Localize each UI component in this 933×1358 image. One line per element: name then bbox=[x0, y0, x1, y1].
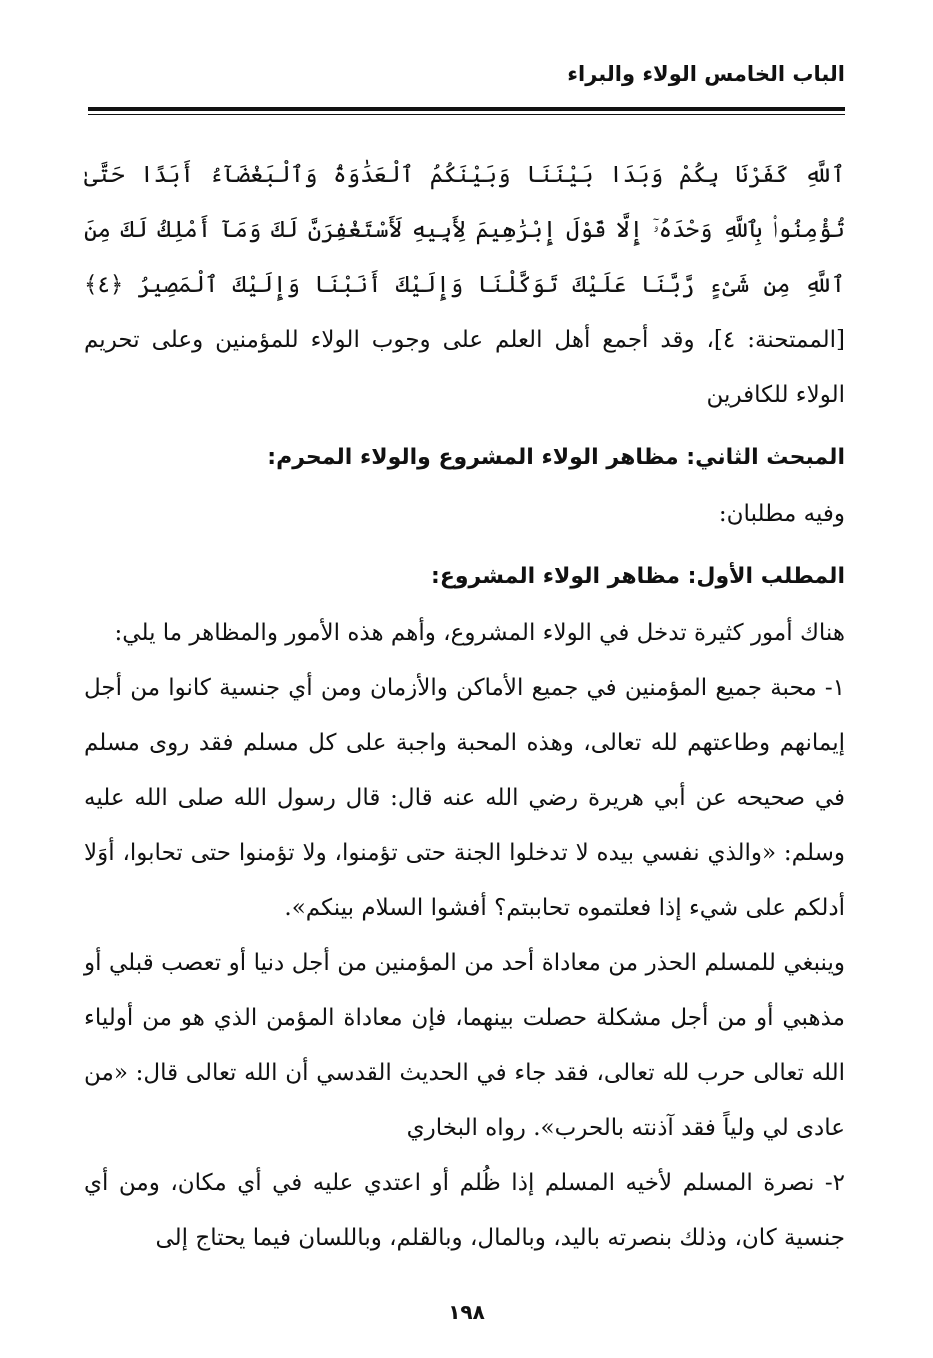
paragraph-item-1: ١- محبة جميع المؤمنين في جميع الأماكن والأزمان ومن أي جنسية كانوا من أجل إيمانهم وطاعتهم لله تعالى، وهذه المحبة واجبة على كل مسلم فقد روى مسلم في صحيحه عن أبي هريرة رضي الله عنه قال: قال رسول الله صلى الله عليه وسلم: «والذي نفسي بيده لا تدخلوا الجنة حتى تؤمنوا، ولا تؤمنوا حتى تحابوا، أوَلا أدلكم على شيء إذا فعلتموه تحاببتم؟ أفشوا السلام بينكم». bbox=[84, 675, 845, 921]
running-header: الباب الخامس الولاء والبراء bbox=[567, 62, 845, 86]
body-text bbox=[84, 148, 845, 1266]
section-intro: وفيه مطلبان: bbox=[718, 501, 845, 527]
page-number: ١٩٨ bbox=[448, 1300, 485, 1324]
paragraph-item-2: ٢- نصرة المسلم لأخيه المسلم إذا ظُلم أو اعتدي عليه في أي مكان، ومن أي جنسية كان، وذلك بنصرته باليد، وبالمال، وبالقلم، وباللسان فيما يحتاج إلى bbox=[84, 1170, 845, 1251]
section-heading: المبحث الثاني: مظاهر الولاء المشروع والولاء المحرم: bbox=[267, 445, 845, 470]
quran-verse-paragraph bbox=[84, 148, 845, 423]
header-rule-thin bbox=[88, 114, 845, 115]
paragraph-intro: هناك أمور كثيرة تدخل في الولاء المشروع، وأهم هذه الأمور والمظاهر ما يلي: bbox=[114, 620, 845, 646]
paragraph-warning: وينبغي للمسلم الحذر من معاداة أحد من المؤمنين من أجل دنيا أو تعصب قبلي أو مذهبي أو من أجل مشكلة حصلت بينهما، فإن معاداة المؤمن الذي هو من أولياء الله تعالى حرب لله تعالى، فقد جاء في الحديث القدسي أن الله تعالى قال: «من عادى لي ولياً فقد آذنته بالحرب». رواه البخاري bbox=[84, 950, 845, 1141]
header-rule-thick bbox=[88, 107, 845, 111]
subsection-heading: المطلب الأول: مظاهر الولاء المشروع: bbox=[431, 564, 845, 589]
verse-citation: [الممتحنة: ٤]، وقد أجمع أهل العلم على وجوب الولاء للمؤمنين وعلى تحريم الولاء للكافرين bbox=[84, 327, 846, 408]
quran-verse: ٱللَّهِ كَفَرْنَا بِكُمْ وَبَدَا بَيْنَنَا وَبَيْنَكُمُ ٱلْعَدَٰوَةُ وَٱلْبَغْضَآءُ أَبَدًا حَتَّىٰ تُؤْمِنُوا۟ بِٱللَّهِ وَحْدَهُۥٓ إِلَّا قَوْلَ إِبْرَٰهِيمَ لِأَبِيهِ لَأَسْتَغْفِرَنَّ لَكَ وَمَآ أَمْلِكُ لَكَ مِنَ ٱللَّهِ مِن شَىْءٍ رَّبَّنَا عَلَيْكَ تَوَكَّلْنَا وَإِلَيْكَ أَنَبْنَا وَإِلَيْكَ ٱلْمَصِيرُ ﴿٤﴾ bbox=[84, 162, 845, 298]
